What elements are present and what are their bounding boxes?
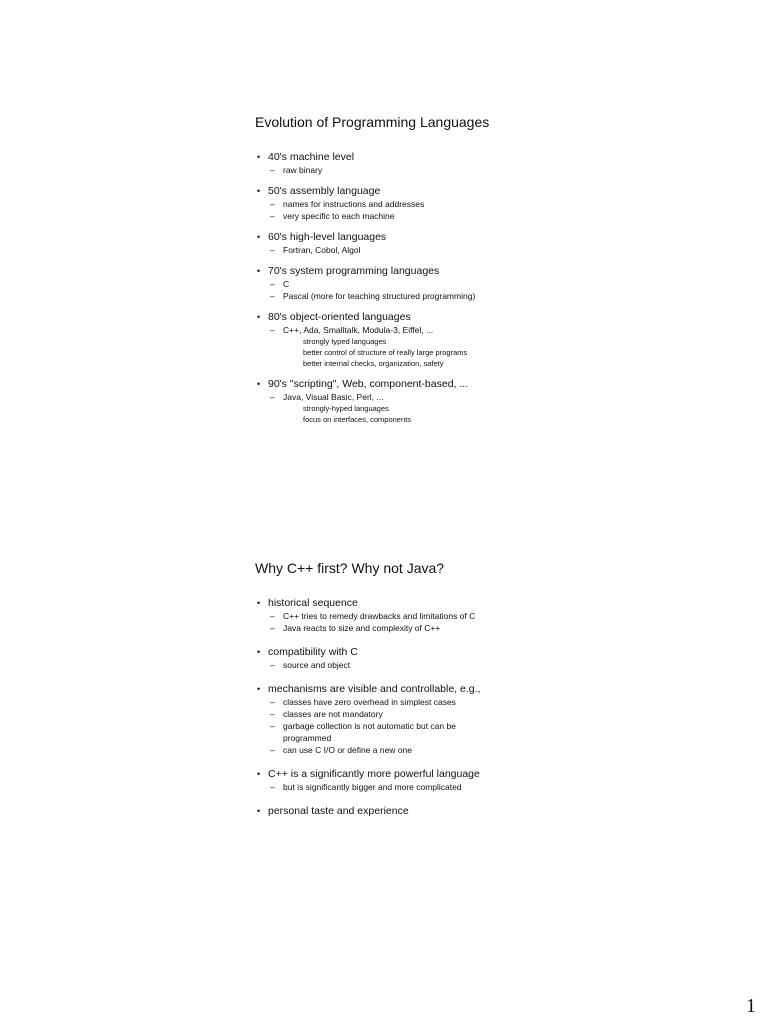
bullet-item <box>255 231 725 256</box>
bullet-item <box>255 151 725 176</box>
bullet-list <box>255 597 725 818</box>
bullet-text: 60's high-level languages <box>268 231 387 243</box>
bullet-list <box>255 151 725 425</box>
sub-item: – can use C I/O or define a new one <box>268 744 725 756</box>
bullet-item <box>255 683 725 756</box>
sub-item: – Pascal (more for teaching structured programming) <box>268 290 725 302</box>
bullet-item <box>255 378 725 425</box>
bullet-text: 40's machine level <box>268 151 355 163</box>
page-number: 1 <box>746 995 756 1017</box>
bullet-item <box>255 185 725 222</box>
bullet-item <box>255 597 725 634</box>
bullet-item <box>255 646 725 671</box>
note-item: strongly typed languages <box>303 337 387 346</box>
bullet-text: personal taste and experience <box>268 805 409 817</box>
sub-item <box>268 324 725 369</box>
sub-item: – garbage collection is not automatic but can be programmed <box>268 720 498 744</box>
slide-evolution <box>255 113 725 434</box>
sub-item: – C++ tries to remedy drawbacks and limitations of C <box>268 610 725 622</box>
bullet-text: C++ is a significantly more powerful language <box>268 768 480 780</box>
sub-item: – classes are not mandatory <box>268 708 725 720</box>
note-item: strongly-hyped languages <box>303 404 389 413</box>
sub-text: Java, Visual Basic, Perl, ... <box>283 392 384 402</box>
sub-item: – raw binary <box>268 164 725 176</box>
bullet-text: 50's assembly language <box>268 185 381 197</box>
sub-item: – but is significantly bigger and more complicated <box>268 781 725 793</box>
slide-why-cpp <box>255 559 725 830</box>
bullet-item <box>255 265 725 302</box>
bullet-item <box>255 805 725 818</box>
sub-item: – very specific to each machine <box>268 210 725 222</box>
sub-item: – names for instructions and addresses <box>268 198 725 210</box>
sub-item: – Fortran, Cobol, Algol <box>268 244 725 256</box>
note-item: focus on interfaces, components <box>303 415 411 424</box>
bullet-text: 90's "scripting", Web, component-based, ... <box>268 378 469 390</box>
bullet-item <box>255 768 725 793</box>
bullet-text: 80's object-oriented languages <box>268 311 411 323</box>
slide-title: Evolution of Programming Languages <box>255 114 490 130</box>
sub-text: C++, Ada, Smalltalk, Modula-3, Eiffel, ... <box>283 325 434 335</box>
sub-item: – Java reacts to size and complexity of C++ <box>268 622 725 634</box>
sub-item <box>268 391 725 425</box>
bullet-item <box>255 311 725 369</box>
sub-item: – classes have zero overhead in simplest cases <box>268 696 725 708</box>
bullet-text: compatibility with C <box>268 646 358 658</box>
note-item: better internal checks, organization, safety <box>303 359 444 368</box>
sub-item: – source and object <box>268 659 725 671</box>
bullet-text: historical sequence <box>268 597 358 609</box>
note-item: better control of structure of really large programs <box>303 348 468 357</box>
bullet-text: 70's system programming languages <box>268 265 440 277</box>
bullet-text: mechanisms are visible and controllable, e.g., <box>268 683 481 695</box>
slide-title: Why C++ first? Why not Java? <box>255 560 445 576</box>
sub-item: – C <box>268 278 725 290</box>
